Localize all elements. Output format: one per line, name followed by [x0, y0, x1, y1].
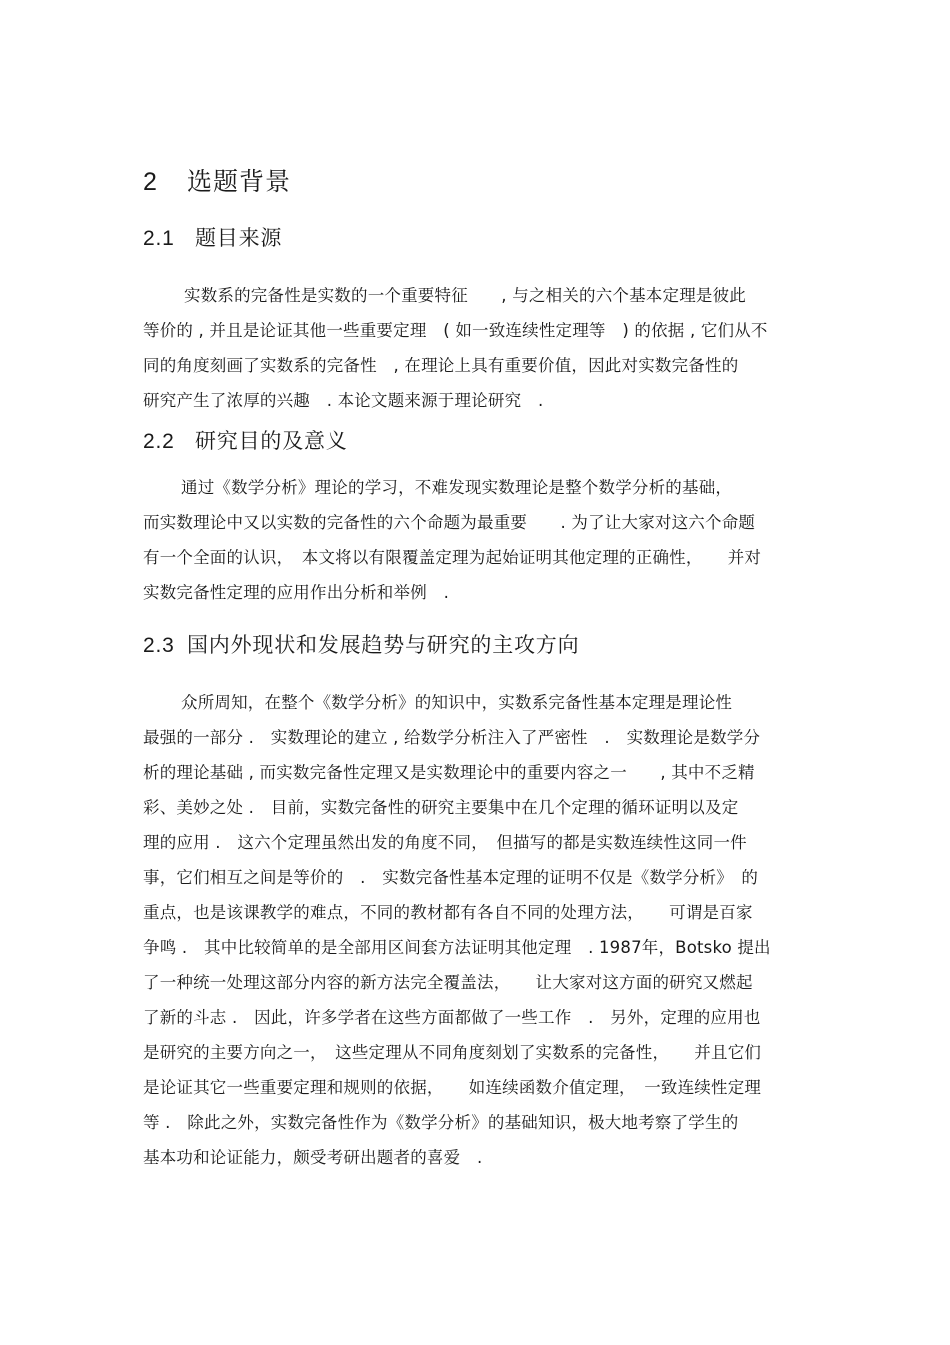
subsection-heading-2-3: [143, 631, 579, 660]
paragraph-line: 而实数理论中又以实数的完备性的六个命题为最重要 . 为了让大家对这六个命题: [143, 513, 756, 532]
paragraph-line: 等 . 除此之外，实数完备性作为《数学分析》的基础知识，极大地考察了学生的: [143, 1113, 739, 1132]
subsection-heading-2-1: [143, 224, 282, 253]
paragraph-line: 了一种统一处理这部分内容的新方法完全覆盖法， 让大家对这方面的研究又燃起: [143, 973, 753, 992]
subsection-number: 2.3: [143, 634, 175, 657]
subsection-title: 研究目的及意义: [195, 429, 348, 453]
paragraph-line: 实数系的完备性是实数的一个重要特征 , 与之相关的六个基本定理是彼此: [184, 286, 746, 305]
subsection-number: 2.2: [143, 430, 175, 453]
paragraph-line: 彩、美妙之处 . 目前，实数完备性的研究主要集中在几个定理的循环证明以及定: [143, 798, 739, 817]
section-title: 选题背景: [187, 167, 292, 196]
paragraph-line: 同的角度刻画了实数系的完备性 , 在理论上具有重要价值，因此对实数完备性的: [143, 356, 739, 375]
subsection-title: 题目来源: [195, 226, 283, 250]
paragraph-line: 析的理论基础 , 而实数完备性定理又是实数理论中的重要内容之一 , 其中不乏精: [143, 763, 755, 782]
paragraph-line: 研究产生了浓厚的兴趣 . 本论文题来源于理论研究 .: [143, 391, 544, 410]
paragraph-line: 众所周知，在整个《数学分析》的知识中，实数系完备性基本定理是理论性: [181, 693, 733, 712]
paragraph-line: 理的应用 . 这六个定理虽然出发的角度不同， 但描写的都是实数连续性这同一件: [143, 833, 747, 852]
paragraph-line: 通过《数学分析》理论的学习，不难发现实数理论是整个数学分析的基础，: [181, 478, 733, 497]
paragraph-line: 事，它们相互之间是等价的 . 实数完备性基本定理的证明不仅是《数学分析》 的: [143, 868, 759, 887]
subsection-number: 2.1: [143, 227, 175, 250]
paragraph-line: 重点，也是该课教学的难点，不同的教材都有各自不同的处理方法， 可谓是百家: [143, 903, 753, 922]
paragraph-line: 是研究的主要方向之一， 这些定理从不同角度刻划了实数系的完备性， 并且它们: [143, 1043, 762, 1062]
paragraph-line: 有一个全面的认识， 本文将以有限覆盖定理为起始证明其他定理的正确性， 并对: [143, 548, 762, 567]
paragraph-line: 实数完备性定理的应用作出分析和举例 .: [143, 583, 450, 602]
paragraph-line: 等价的 , 并且是论证其他一些重要定理 ( 如一致连续性定理等 ) 的依据 , 它们从不: [143, 321, 768, 340]
section-heading: [143, 166, 291, 198]
paragraph-line: 争鸣 . 其中比较简单的是全部用区间套方法证明其他定理 . 1987年，Botsko 提出: [143, 938, 771, 957]
paragraph-line: 是论证其它一些重要定理和规则的依据， 如连续函数介值定理， 一致连续性定理: [143, 1078, 762, 1097]
paragraph-line: 基本功和论证能力，颇受考研出题者的喜爱 .: [143, 1148, 483, 1167]
subsection-heading-2-2: [143, 427, 348, 456]
paragraph-line: 最强的一部分 . 实数理论的建立 , 给数学分析注入了严密性 . 实数理论是数学分: [143, 728, 761, 747]
paragraph-line: 了新的斗志 . 因此，许多学者在这些方面都做了一些工作 . 另外，定理的应用也: [143, 1008, 761, 1027]
subsection-title: 国内外现状和发展趋势与研究的主攻方向: [187, 633, 580, 657]
section-number: 2: [143, 168, 158, 196]
